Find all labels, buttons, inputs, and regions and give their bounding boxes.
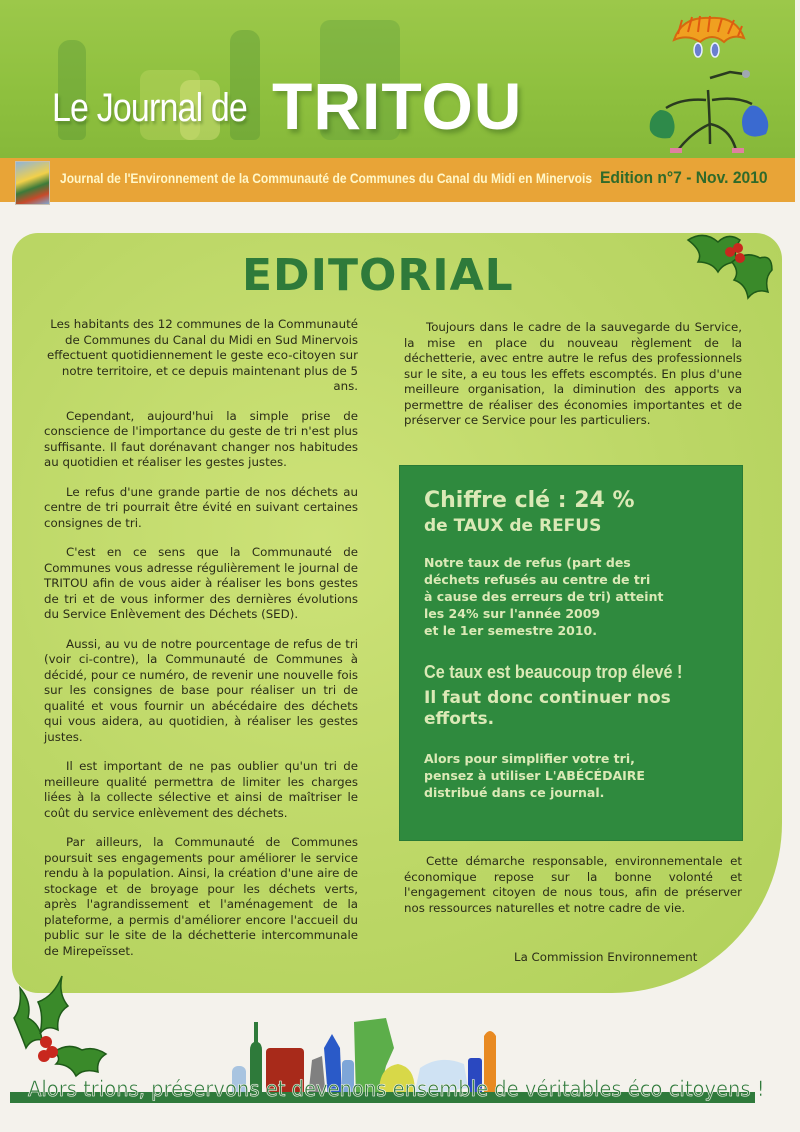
editorial-paragraph: Le refus d'une grande partie de nos déchets au centre de tri pourrait être évité en suivant certaines consignes de tri.	[44, 484, 358, 530]
key-figure-call: Il faut donc continuer nos efforts.	[424, 688, 671, 729]
editorial-right-column-top	[404, 320, 742, 443]
edition-label: Edition n°7 - Nov. 2010	[600, 168, 768, 187]
key-figure-heading: Chiffre clé : 24 %	[424, 488, 635, 513]
tritou-mascot-icon	[612, 12, 792, 157]
key-figure-box	[400, 466, 742, 840]
masthead-title-prefix: Le Journal de	[52, 86, 247, 130]
editorial-paragraph: Les habitants des 12 communes de la Communauté de Communes du Canal du Midi en Sud Minervois effectuent quotidiennement le geste eco-citoyen sur notre territoire, et ce depuis maintenant plus de 5 ans.	[46, 317, 358, 393]
key-figure-advice: Alors pour simplifier votre tri, pensez à utiliser L'ABÉCÉDAIRE distribué dans ce journal.	[424, 751, 645, 800]
editorial-paragraph: Aussi, au vu de notre pourcentage de refus de tri (voir ci-contre), la Communauté de Communes à décidé, pour ce numéro, de revenir une nouvelle fois sur les consignes de base pour réaliser un tri de qualité et vous fournir un abécédaire des déchets qui vous aidera, au quotidien, à réaliser les gestes justes.	[44, 636, 358, 744]
key-figure-alert: Ce taux est beaucoup trop élevé !	[424, 662, 683, 682]
editorial-paragraph: Cependant, aujourd'hui la simple prise de conscience de l'importance du geste de tri n'est plus suffisante. Il faut dorénavant changer nos habitudes au quotidien et réaliser les gestes justes.	[44, 408, 358, 469]
editorial-paragraph: Il est important de ne pas oublier qu'un tri de meilleure qualité permettra de limiter les charges liées à la collecte sélective et ainsi de maîtriser le coût du service enlèvement des déchets.	[44, 759, 358, 820]
editorial-paragraph: Par ailleurs, la Communauté de Communes poursuit ses engagements pour améliorer le service rendu à la population. Ainsi, la création d'une aire de stockage et de broyage pour les déchets verts, après l'agrandissement et l'aménagement de la plateforme, a permis d'améliorer encore l'accueil du public sur le site de la déchetterie intercommunale de Mirepeïsset.	[44, 835, 358, 958]
editorial-paragraph: Cette démarche responsable, environnementale et économique repose sur la bonne volonté et l'engagement citoyen de nous tous, afin de préserver nos ressources naturelles et notre cadre de vie.	[404, 854, 742, 915]
key-figure-body: Notre taux de refus (part des déchets refusés au centre de tri à cause des erreurs de tri) atteint les 24% sur l'année 2009 et le 1er semestre 2010.	[424, 555, 664, 638]
key-figure-subheading: de TAUX de REFUS	[424, 516, 602, 536]
editorial-paragraph: Toujours dans le cadre de la sauvegarde du Service, la mise en place du nouveau règlement de la déchetterie, avec entre autre le refus des professionnels sur le site, a eu tous les effets escomptés. En plus d'une meilleure organisation, la diminution des apports va permettre de réaliser des économies importantes et de préserver ce Service pour les particuliers.	[404, 320, 742, 427]
footer-slogan: Alors trions, préservons et devenons ensemble de véritables éco citoyens !	[28, 1077, 765, 1101]
masthead	[0, 0, 795, 158]
holly-icon	[6, 968, 116, 1080]
holly-icon	[668, 222, 778, 322]
editorial-title: EDITORIAL	[242, 250, 514, 301]
masthead-title: TRITOU	[272, 69, 523, 143]
editorial-paragraph: C'est en ce sens que la Communauté de Communes vous adresse régulièrement le journal de TRITOU afin de vous aider à réaliser les bons gestes de tri et de vous informer des dernières évolutions du Service Enlèvement des Déchets (SED).	[44, 545, 358, 621]
trions-preservons-logo-icon	[15, 161, 50, 205]
editorial-right-column-bottom	[404, 854, 742, 930]
editorial-left-column	[44, 317, 358, 973]
editorial-signature: La Commission Environnement	[514, 950, 698, 964]
journal-subtitle: Journal de l'Environnement de la Communauté de Communes du Canal du Midi en Minervois	[60, 170, 593, 186]
